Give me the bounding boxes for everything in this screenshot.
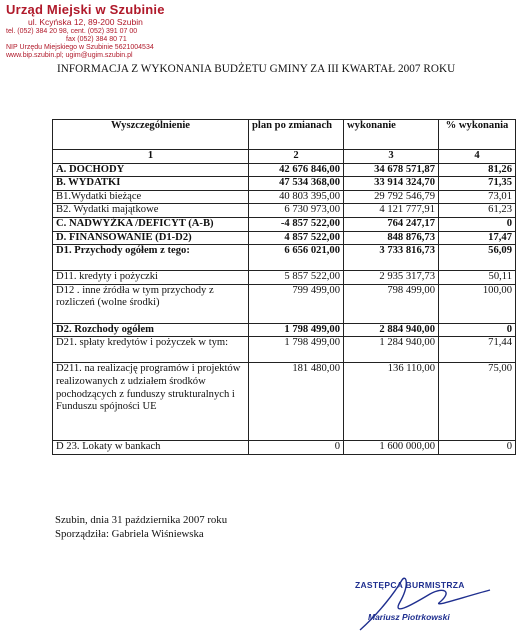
percent-value: 81,26 <box>439 163 516 177</box>
plan-value: 1 798 499,00 <box>249 337 344 363</box>
plan-value: 5 857 522,00 <box>249 271 344 285</box>
plan-value: 1 798 499,00 <box>249 323 344 337</box>
row-label: D1. Przychody ogółem z tego: <box>53 245 249 271</box>
row-label: C. NADWYŻKA /DEFICYT (A-B) <box>53 217 249 231</box>
percent-value: 71,44 <box>439 337 516 363</box>
table-row <box>53 217 516 231</box>
row-label: D2. Rozchody ogółem <box>53 323 249 337</box>
percent-value: 61,23 <box>439 204 516 218</box>
budget-table <box>52 119 516 455</box>
execution-value: 2 935 317,73 <box>344 271 439 285</box>
signature-caption: ZASTĘPCA BURMISTRZA <box>355 580 465 590</box>
column-number: 3 <box>344 150 439 164</box>
plan-value: -4 857 522,00 <box>249 217 344 231</box>
table-row <box>53 231 516 245</box>
stamp-fax: fax (052) 384 80 71 <box>66 35 127 43</box>
execution-value: 3 733 816,73 <box>344 245 439 271</box>
percent-value: 71,35 <box>439 177 516 191</box>
table-row <box>53 441 516 455</box>
stamp-phone: tel. (052) 384 20 98, cent. (052) 391 07 00 <box>6 27 138 35</box>
stamp-office-name: Urząd Miejski w Szubinie <box>6 2 165 17</box>
stamp-address: ul. Kcyńska 12, 89-200 Szubin <box>28 16 143 27</box>
table-row <box>53 177 516 191</box>
plan-value: 0 <box>249 441 344 455</box>
plan-value: 42 676 846,00 <box>249 163 344 177</box>
signature-name: Mariusz Piotrkowski <box>368 612 450 622</box>
table-header-row <box>53 120 516 150</box>
row-label: B. WYDATKI <box>53 177 249 191</box>
column-number: 1 <box>53 150 249 164</box>
column-header-percent: % wykonania <box>439 120 516 150</box>
row-label: B2. Wydatki majątkowe <box>53 204 249 218</box>
percent-value: 0 <box>439 217 516 231</box>
table-row <box>53 190 516 204</box>
row-label: D12 . inne źródła w tym przychody z rozliczeń (wolne środki) <box>53 284 249 323</box>
column-number: 2 <box>249 150 344 164</box>
column-number: 4 <box>439 150 516 164</box>
plan-value: 799 499,00 <box>249 284 344 323</box>
stamp-nip: NIP Urzędu Miejskiego w Szubinie 5621004534 <box>6 43 154 51</box>
execution-value: 1 284 940,00 <box>344 337 439 363</box>
execution-value: 764 247,17 <box>344 217 439 231</box>
execution-value: 136 110,00 <box>344 363 439 441</box>
table-row <box>53 363 516 441</box>
table-row <box>53 271 516 285</box>
row-label: A. DOCHODY <box>53 163 249 177</box>
stamp-web: www.bip.szubin.pl; ugim@ugim.szubin.pl <box>6 51 133 59</box>
row-label: D21. spłaty kredytów i pożyczek w tym: <box>53 337 249 363</box>
execution-value: 2 884 940,00 <box>344 323 439 337</box>
document-title: INFORMACJA Z WYKONANIA BUDŻETU GMINY ZA III KWARTAŁ 2007 ROKU <box>57 63 456 75</box>
column-number-row <box>53 150 516 164</box>
signature-block <box>340 572 510 632</box>
plan-value: 181 480,00 <box>249 363 344 441</box>
author-line: Sporządziła: Gabriela Wiśniewska <box>55 528 204 540</box>
execution-value: 29 792 546,79 <box>344 190 439 204</box>
execution-value: 1 600 000,00 <box>344 441 439 455</box>
execution-value: 33 914 324,70 <box>344 177 439 191</box>
percent-value: 73,01 <box>439 190 516 204</box>
percent-value: 56,09 <box>439 245 516 271</box>
execution-value: 848 876,73 <box>344 231 439 245</box>
percent-value: 100,00 <box>439 284 516 323</box>
plan-value: 4 857 522,00 <box>249 231 344 245</box>
plan-value: 6 656 021,00 <box>249 245 344 271</box>
plan-value: 47 534 368,00 <box>249 177 344 191</box>
table-row <box>53 163 516 177</box>
percent-value: 0 <box>439 323 516 337</box>
column-header-description: Wyszczególnienie <box>53 120 249 150</box>
footer <box>55 513 227 541</box>
column-header-execution: wykonanie <box>344 120 439 150</box>
row-label: D11. kredyty i pożyczki <box>53 271 249 285</box>
percent-value: 0 <box>439 441 516 455</box>
percent-value: 50,11 <box>439 271 516 285</box>
row-label: B1.Wydatki bieżące <box>53 190 249 204</box>
percent-value: 75,00 <box>439 363 516 441</box>
plan-value: 40 803 395,00 <box>249 190 344 204</box>
column-header-plan: plan po zmianach <box>249 120 344 150</box>
table-row <box>53 337 516 363</box>
table-row <box>53 204 516 218</box>
row-label: D 23. Lokaty w bankach <box>53 441 249 455</box>
table-row <box>53 245 516 271</box>
table-row <box>53 284 516 323</box>
plan-value: 6 730 973,00 <box>249 204 344 218</box>
execution-value: 798 499,00 <box>344 284 439 323</box>
table-row <box>53 323 516 337</box>
execution-value: 34 678 571,87 <box>344 163 439 177</box>
row-label: D211. na realizację programów i projektów realizowanych z udziałem środków pochodzących z funduszy strukturalnych i Funduszu spójności UE <box>53 363 249 441</box>
row-label: D. FINANSOWANIE (D1-D2) <box>53 231 249 245</box>
execution-value: 4 121 777,91 <box>344 204 439 218</box>
date-line: Szubin, dnia 31 października 2007 roku <box>55 514 228 526</box>
percent-value: 17,47 <box>439 231 516 245</box>
office-stamp <box>6 3 186 60</box>
